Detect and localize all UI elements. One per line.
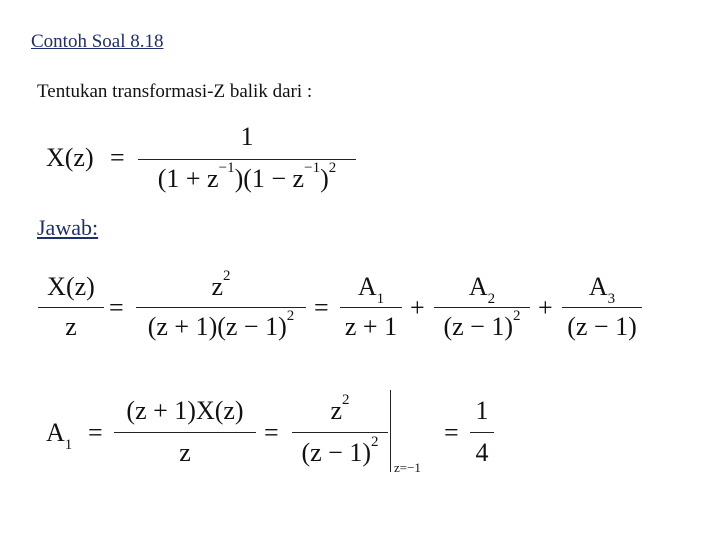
eq3-equals-2: = [264, 418, 279, 447]
answer-label: Jawab: [37, 215, 99, 240]
eq2-mid-fraction [136, 268, 306, 346]
eq3-fraction-2: $z^2$ $(z - 1)^2$ [292, 396, 388, 470]
eq2-equals-1: = [109, 293, 124, 322]
eq3-equals-3: = [444, 418, 459, 447]
eq2-plus-1: + [410, 293, 425, 322]
eq1-numerator: 1 [240, 122, 254, 151]
evaluation-point: z=−1 [394, 460, 421, 475]
slide-title: Contoh Soal 8.18 [31, 31, 164, 52]
eq2-lhs-denominator: z [65, 312, 77, 341]
eq2-mid-bar [136, 307, 306, 308]
eq2-term-a2: $A_2$ $(z - 1)^2$ [434, 272, 530, 346]
eq2-mid-numerator: $z^2$ [211, 268, 231, 301]
eq2-mid-denominator: $(z + 1)(z - 1)^2$ [147, 308, 295, 341]
evaluation-bar [390, 390, 391, 472]
eq2-lhs-fraction [38, 272, 104, 346]
eq2-equals-2: = [314, 293, 329, 322]
eq3-equals-1: = [88, 418, 103, 447]
eq3-fraction-1: (z + 1)X(z) z [114, 396, 256, 470]
eq1-fraction [138, 122, 356, 200]
eq2-lhs-numerator: X(z) [47, 272, 95, 301]
eq1-equals: = [110, 143, 125, 172]
eq2-lhs-bar [38, 307, 104, 308]
eq3-result-fraction: 1 4 [470, 396, 494, 470]
eq1-fraction-bar [138, 159, 356, 160]
eq2-term-a1: $A_1$ z + 1 [340, 272, 402, 346]
eq2-term-a3: $A_3$ (z − 1) [562, 272, 642, 346]
eq1-denominator: $(1 + z^{-1})(1 - z^{-1})^2$ [157, 160, 337, 193]
eq3-lhs: $A_1$ [46, 418, 73, 453]
problem-statement: Tentukan transformasi-Z balik dari : [37, 81, 313, 102]
eq1-lhs: X(z) [46, 143, 94, 172]
eq2-plus-2: + [538, 293, 553, 322]
